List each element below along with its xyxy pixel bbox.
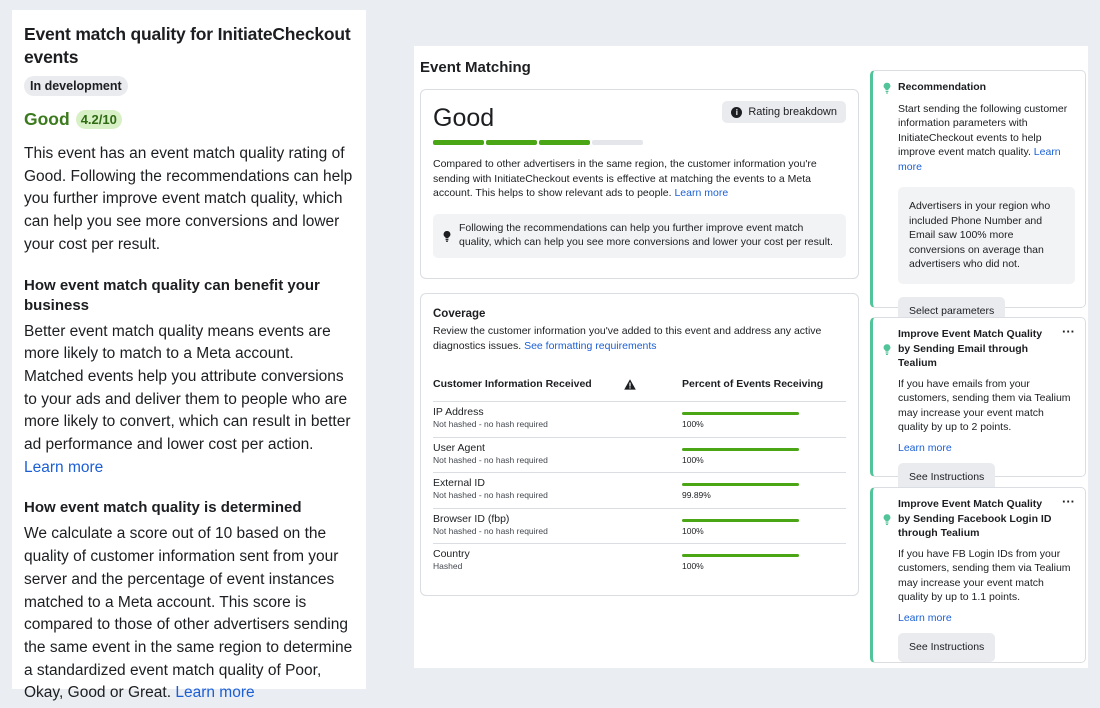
tip-text: Following the recommendations can help you further improve event match quality, which can help you see more conversions and lower your cost per result. xyxy=(459,221,833,248)
email-learn-more-link[interactable]: Learn more xyxy=(898,441,952,454)
recommendation-text xyxy=(898,102,1075,175)
col-percent: Percent of Events Receiving xyxy=(682,378,824,390)
determined-text: We calculate a score out of 10 based on the quality of customer information sent from your server and the percentage of event instances matched to a Meta account. This score is compared to those of other advertisers sending the same event in the same region to determine a standardized event match quality of Poor, Okay, Good or Great. xyxy=(24,525,353,702)
more-options-icon[interactable]: ··· xyxy=(1062,324,1075,339)
row-percent: 99.89% xyxy=(682,490,711,500)
event-matching-panel xyxy=(414,46,1088,668)
row-percent: 100% xyxy=(682,454,704,465)
recommendation-note: Advertisers in your region who included Phone Number and Email saw 100% more conversions on average than advertisers who did not. xyxy=(898,187,1075,284)
row-hash-status: Not hashed - no hash required xyxy=(433,525,548,536)
table-row xyxy=(433,508,846,544)
benefit-text: Better event match quality means events are more likely to match to a Meta account. Matched events help you attribute conversions to your ads and deliver them to people who are more likely to convert, which can result in better ad performance and lower cost per action. xyxy=(24,322,351,454)
row-hash-status: Hashed xyxy=(433,561,463,571)
percent-bar xyxy=(682,448,799,451)
determined-paragraph xyxy=(24,523,354,705)
status-badge: In development xyxy=(24,76,128,96)
tip-box xyxy=(433,214,846,258)
rating-description-text: Compared to other advertisers in the same region, the customer information you're sending with InitiateCheckout events is effective at matching the events to a Meta account. This helps to show relevant ads to people. xyxy=(433,158,817,199)
coverage-card xyxy=(420,293,859,596)
row-name: User Agent xyxy=(433,441,485,454)
rating-description xyxy=(433,157,846,201)
lightbulb-icon xyxy=(883,82,891,95)
row-name: External ID xyxy=(433,477,485,489)
select-parameters-button[interactable]: Select parameters xyxy=(898,297,1005,326)
email-card-text: If you have emails from your customers, sending them via Tealium may increase your event match quality by up to 2 points. xyxy=(898,377,1071,433)
coverage-table xyxy=(433,401,846,579)
lightbulb-icon xyxy=(883,329,891,371)
rating-card xyxy=(420,89,859,279)
row-name: Country xyxy=(433,548,470,560)
more-options-icon[interactable]: ··· xyxy=(1062,494,1075,509)
email-see-instructions-button[interactable]: See Instructions xyxy=(898,463,995,492)
determined-learn-more-link[interactable]: Learn more xyxy=(175,684,255,702)
percent-bar xyxy=(682,483,799,486)
help-panel xyxy=(12,10,366,702)
table-row xyxy=(433,472,846,508)
rating-label: Good xyxy=(433,104,495,132)
rating-score-badge: 4.2/10 xyxy=(76,110,122,129)
percent-bar xyxy=(682,519,799,522)
page-title: Event Matching xyxy=(420,59,531,76)
login-card-text: If you have FB Login IDs from your customers, sending them via Tealium may increase your event match quality by up to 1.1 points. xyxy=(898,547,1071,603)
rating-breakdown-button[interactable] xyxy=(722,101,846,123)
table-row xyxy=(433,543,846,579)
login-see-instructions-button[interactable]: See Instructions xyxy=(898,633,995,662)
rating-summary xyxy=(24,109,354,130)
info-icon: i xyxy=(731,107,742,118)
lightbulb-icon xyxy=(443,223,451,250)
row-hash-status: Not hashed - no hash required xyxy=(433,454,548,465)
rating-breakdown-label: Rating breakdown xyxy=(748,106,837,118)
row-hash-status: Not hashed - no hash required xyxy=(433,490,548,500)
login-learn-more-link[interactable]: Learn more xyxy=(898,611,952,624)
login-id-tealium-card xyxy=(870,487,1086,663)
percent-bar xyxy=(682,412,799,415)
coverage-table-header xyxy=(433,377,846,391)
rating-segment xyxy=(539,140,590,145)
rating-progress-bar xyxy=(433,140,643,145)
row-percent: 100% xyxy=(682,561,704,571)
coverage-description-text: Review the customer information you've added to this event and address any active diagnostics issues. xyxy=(433,325,822,352)
determined-heading: How event match quality is determined xyxy=(24,499,302,517)
rating-learn-more-link[interactable]: Learn more xyxy=(674,187,729,199)
warning-icon[interactable] xyxy=(624,379,682,390)
coverage-title: Coverage xyxy=(433,308,486,320)
recommendation-card xyxy=(870,70,1086,317)
row-name: Browser ID (fbp) xyxy=(433,512,510,525)
lightbulb-icon xyxy=(883,499,891,541)
rating-segment xyxy=(433,140,484,145)
recommendation-learn-more-link[interactable]: Learn more xyxy=(898,146,1061,173)
row-name: IP Address xyxy=(433,406,484,418)
table-row xyxy=(433,437,846,473)
benefit-learn-more-link[interactable]: Learn more xyxy=(24,458,104,476)
benefit-paragraph xyxy=(24,321,354,480)
rating-segment xyxy=(486,140,537,145)
row-percent: 100% xyxy=(682,525,704,536)
email-tealium-card xyxy=(870,317,1086,483)
row-percent: 100% xyxy=(682,419,704,429)
benefit-heading: How event match quality can benefit your business xyxy=(24,276,320,314)
help-intro: This event has an event match quality rating of Good. Following the recommendations can help you further improve event match quality, which can help you see more conversions and lower your cost per result. xyxy=(24,145,353,253)
table-row xyxy=(433,401,846,437)
recommendation-title: Recommendation xyxy=(898,81,987,93)
help-title: Event match quality for InitiateCheckout events xyxy=(24,24,351,67)
row-hash-status: Not hashed - no hash required xyxy=(433,419,548,429)
coverage-description xyxy=(433,324,846,353)
percent-bar xyxy=(682,554,799,557)
col-customer-info: Customer Information Received xyxy=(433,378,592,390)
formatting-requirements-link[interactable]: See formatting requirements xyxy=(524,339,657,352)
login-card-title: Improve Event Match Quality by Sending Facebook Login ID through Tealium xyxy=(898,498,1052,539)
rating-word: Good xyxy=(24,109,70,129)
recommendation-body: Start sending the following customer information parameters with InitiateCheckout events to help improve event match quality. xyxy=(898,102,1068,158)
email-card-title: Improve Event Match Quality by Sending Email through Tealium xyxy=(898,328,1043,369)
rating-segment xyxy=(592,140,643,145)
